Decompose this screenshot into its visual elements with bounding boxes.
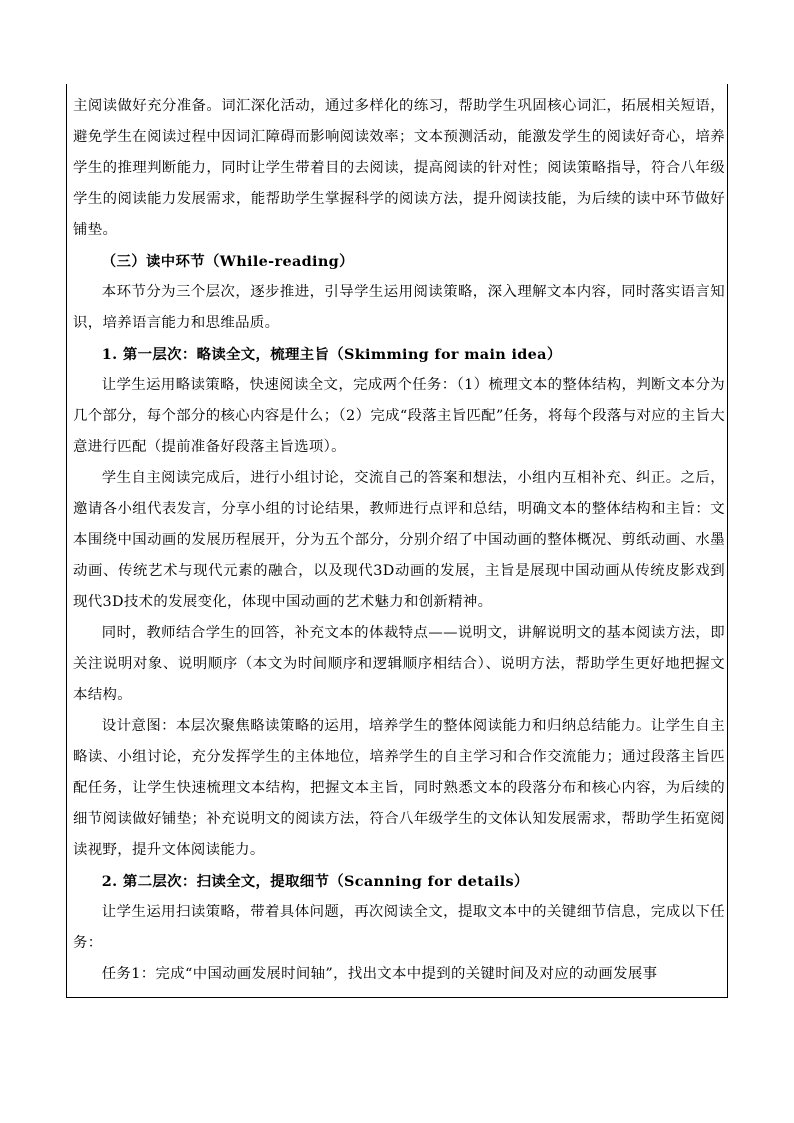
- lesson-plan-table-cell: [66, 84, 728, 998]
- paragraph: 让学生运用扫读策略，带着具体问题，再次阅读全文，提取文本中的关键细节信息，完成以下任务：: [73, 904, 725, 951]
- design-intent-paragraph: 设计意图：本层次聚焦略读策略的运用，培养学生的整体阅读能力和归纳总结能力。让学生自主略读、小组讨论，充分发挥学生的主体地位，培养学生的自主学习和合作交流能力；通过段落主旨匹配任务，让学生快速梳理文本结构，把握文本主旨，同时熟悉文本的段落分布和核心内容，为后续的细节阅读做好铺垫；补充说明文的阅读方法，符合八年级学生的文体认知发展需求，帮助学生拓宽阅读视野，提升文体阅读能力。: [73, 718, 725, 858]
- paragraph: 学生自主阅读完成后，进行小组讨论，交流自己的答案和想法，小组内互相补充、纠正。之后，邀请各小组代表发言，分享小组的讨论结果，教师进行点评和总结，明确文本的整体结构和主旨：文本围绕中国动画的发展历程展开，分为五个部分，分别介绍了中国动画的整体概况、剪纸动画、水墨动画、传统艺术与现代元素的融合，以及现代3D动画的发展，主旨是展现中国动画从传统皮影戏到现代3D技术的发展变化，体现中国动画的艺术魅力和创新精神。: [73, 470, 725, 610]
- subsection-heading-skimming: 1. 第一层次：略读全文，梳理主旨（Skimming for main idea）: [101, 346, 562, 363]
- section-heading-while-reading: （三）读中环节（While-reading）: [101, 253, 354, 270]
- paragraph: 本环节分为三个层次，逐步推进，引导学生运用阅读策略，深入理解文本内容，同时落实语言知识，培养语言能力和思维品质。: [73, 284, 725, 331]
- paragraph: 同时，教师结合学生的回答，补充文本的体裁特点——说明文，讲解说明文的基本阅读方法，即关注说明对象、说明顺序（本文为时间顺序和逻辑顺序相结合）、说明方法，帮助学生更好地把握文本结构。: [73, 625, 725, 703]
- document-body: [67, 84, 727, 990]
- paragraph: 让学生运用略读策略，快速阅读全文，完成两个任务：（1）梳理文本的整体结构，判断文本分为几个部分，每个部分的核心内容是什么；（2）完成“段落主旨匹配”任务，将每个段落与对应的主旨大意进行匹配（提前准备好段落主旨选项）。: [73, 377, 725, 455]
- paragraph: 任务1：完成“中国动画发展时间轴”，找出文本中提到的关键时间及对应的动画发展事: [101, 966, 658, 982]
- continued-paragraph: 主阅读做好充分准备。词汇深化活动，通过多样化的练习，帮助学生巩固核心词汇，拓展相关短语，避免学生在阅读过程中因词汇障碍而影响阅读效率；文本预测活动，能激发学生的阅读好奇心，培养学生的推理判断能力，同时让学生带着目的去阅读，提高阅读的针对性；阅读策略指导，符合八年级学生的阅读能力发展需求，能帮助学生掌握科学的阅读方法，提升阅读技能，为后续的读中环节做好铺垫。: [73, 98, 725, 238]
- subsection-heading-scanning: 2. 第二层次：扫读全文，提取细节（Scanning for details）: [101, 873, 529, 890]
